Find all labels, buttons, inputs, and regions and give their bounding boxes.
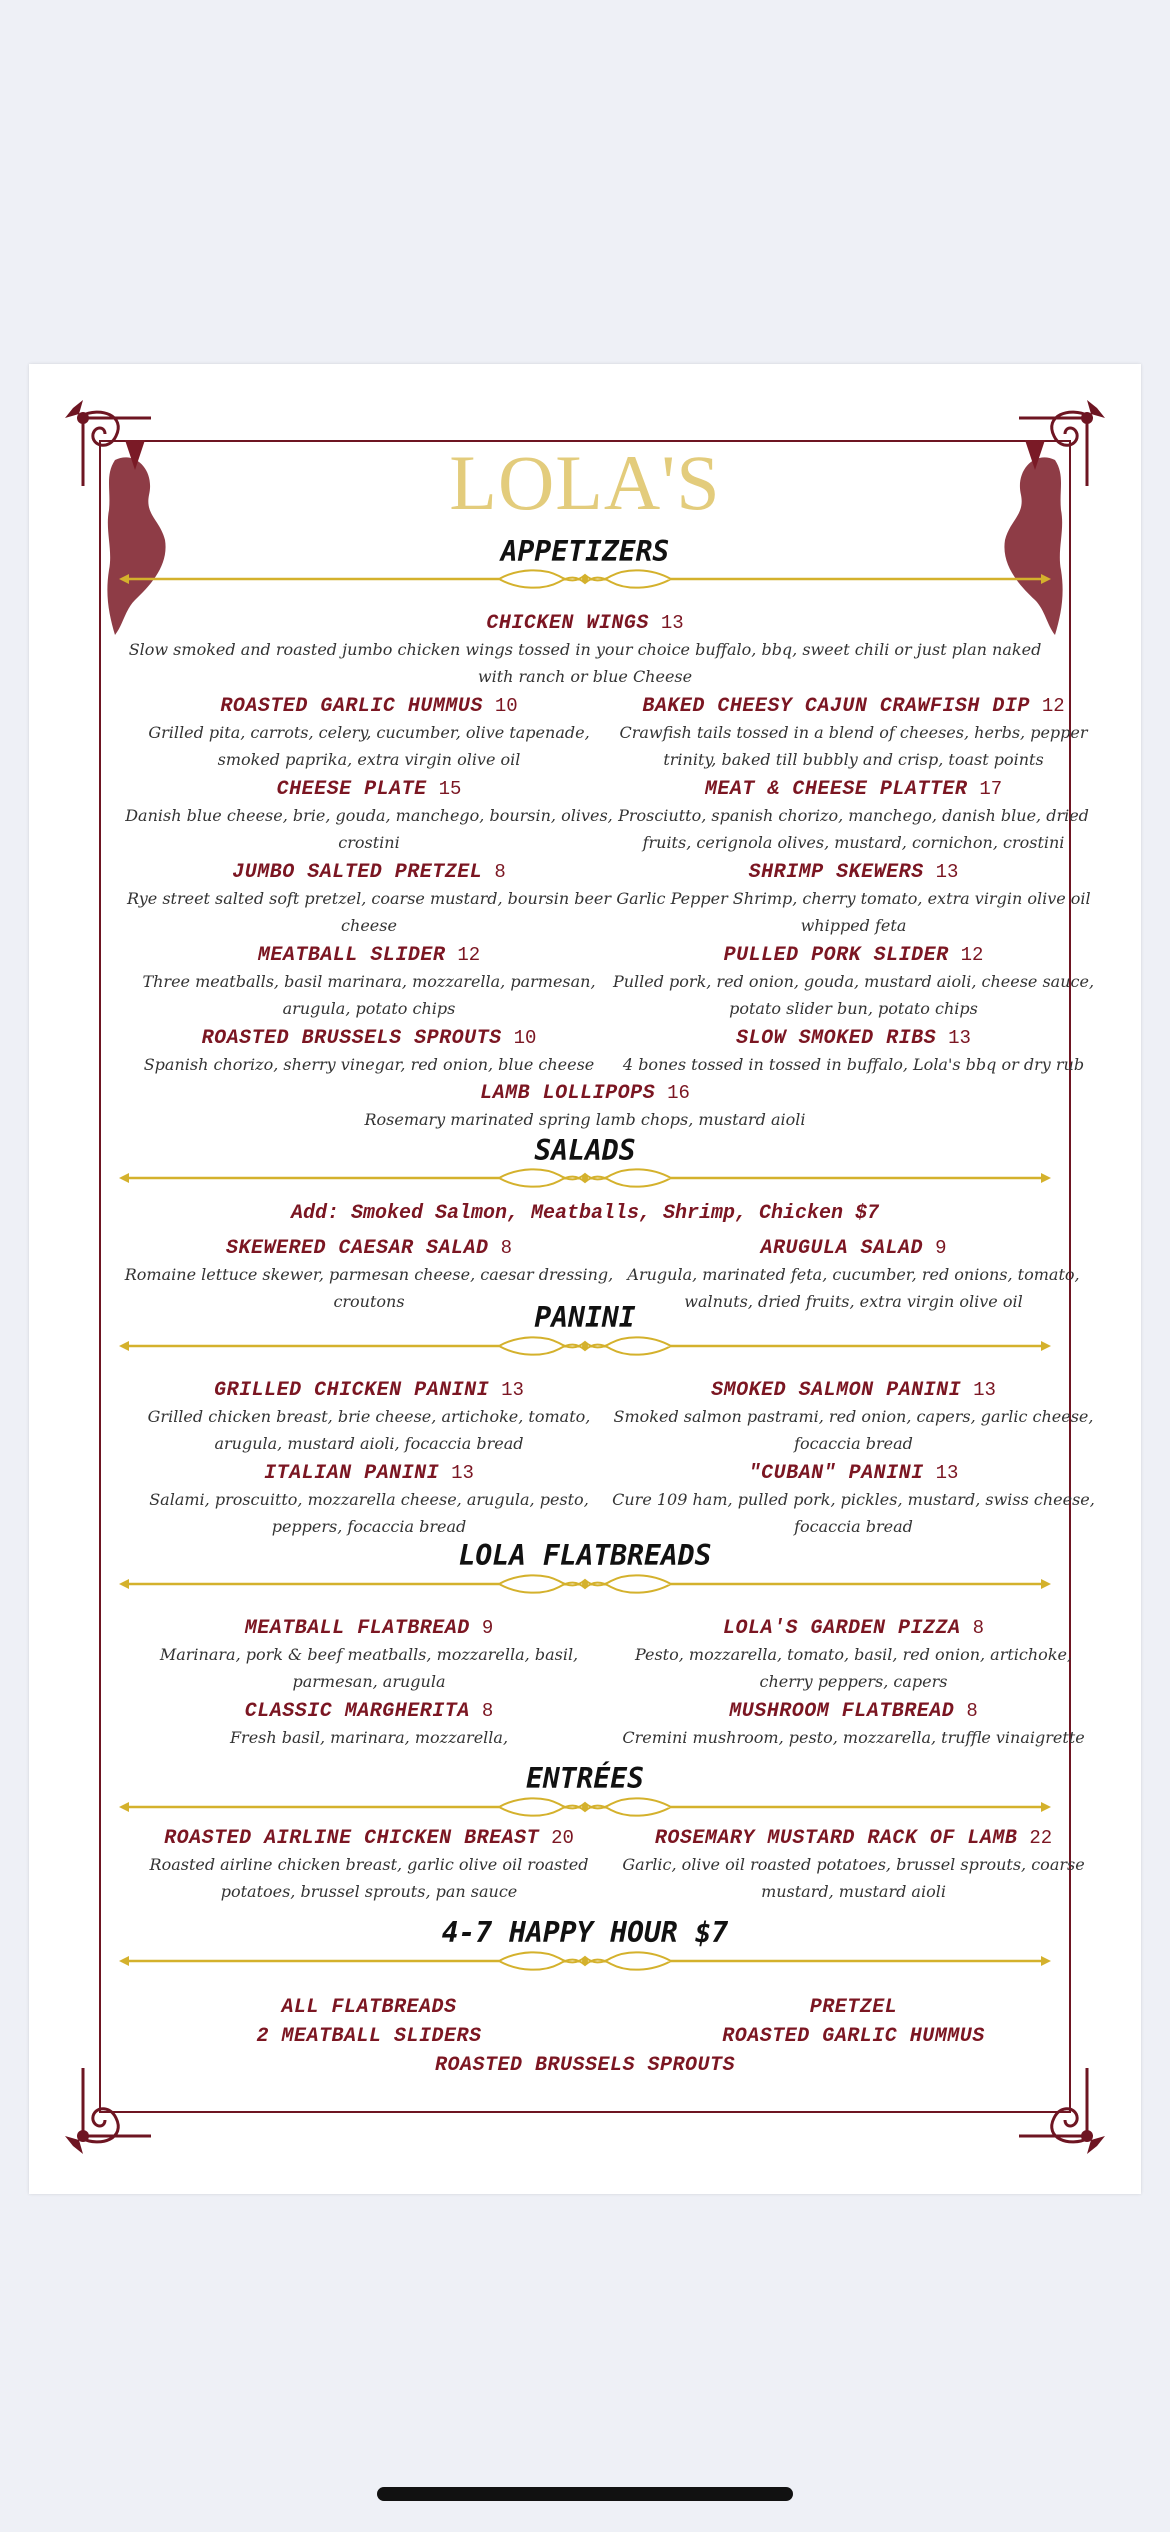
- menu-item-chicken-wings: [109, 612, 1061, 690]
- item-name: LAMB LOLLIPOPS: [480, 1082, 656, 1105]
- item-description: Garlic Pepper Shrimp, cherry tomato, extra virgin olive oil whipped feta: [616, 889, 1091, 935]
- item-price: 10: [513, 1027, 537, 1049]
- item-name: SKEWERED CAESAR SALAD: [226, 1237, 489, 1260]
- item-price: 17: [979, 778, 1003, 800]
- item-name: CHICKEN WINGS: [486, 612, 649, 635]
- item-description: Pulled pork, red onion, gouda, mustard aioli, cheese sauce, potato slider bun, potato chips: [612, 972, 1095, 1018]
- item-price: 20: [551, 1827, 574, 1849]
- item-name: CLASSIC MARGHERITA: [244, 1700, 470, 1723]
- item-description: Crawfish tails tossed in a blend of cheeses, herbs, pepper trinity, baked till bubbly and crisp, toast points: [619, 723, 1088, 769]
- happy-hour-item-pretzel: PRETZEL: [809, 1996, 898, 2019]
- item-price: 8: [972, 1617, 984, 1639]
- menu-item-cuban-panini: [611, 1462, 1096, 1540]
- item-name: MEATBALL FLATBREAD: [244, 1617, 470, 1640]
- menu-item-ribs: [611, 1027, 1096, 1078]
- item-description: Romaine lettuce skewer, parmesan cheese, caesar dressing, croutons: [124, 1265, 614, 1311]
- item-description: Smoked salmon pastrami, red onion, capers, garlic cheese, focaccia bread: [613, 1407, 1094, 1453]
- item-name: ROASTED AIRLINE CHICKEN BREAST: [164, 1827, 540, 1850]
- brand-logo: LOLA'S: [449, 439, 721, 526]
- item-price: 8: [966, 1700, 978, 1722]
- item-name: ROASTED GARLIC HUMMUS: [220, 695, 483, 718]
- item-price: 13: [935, 1462, 959, 1484]
- menu-item-pretzel: [124, 861, 614, 939]
- section-title-flatbreads: LOLA FLATBREADS: [458, 1539, 712, 1572]
- item-description: Cremini mushroom, pesto, mozzarella, truffle vinaigrette: [622, 1728, 1085, 1747]
- item-name: ROASTED BRUSSELS SPROUTS: [201, 1027, 502, 1050]
- item-price: 12: [1041, 695, 1065, 717]
- menu-item-rack-of-lamb: [611, 1827, 1096, 1905]
- item-name: PULLED PORK SLIDER: [723, 944, 949, 967]
- item-name: ROSEMARY MUSTARD RACK OF LAMB: [654, 1827, 1018, 1850]
- item-description: Grilled pita, carrots, celery, cucumber, olive tapenade, smoked paprika, extra virgin olive oil: [148, 723, 590, 769]
- item-name: LOLA'S GARDEN PIZZA: [723, 1617, 961, 1640]
- item-description: Spanish chorizo, sherry vinegar, red onion, blue cheese: [143, 1055, 595, 1074]
- menu-item-meatball-flatbread: [124, 1617, 614, 1695]
- menu-item-italian-panini: [124, 1462, 614, 1540]
- divider-ornament-icon: [119, 566, 1051, 592]
- item-name: MEATBALL SLIDER: [257, 944, 446, 967]
- section-title-happy-hour: 4-7 HAPPY HOUR $7: [441, 1916, 729, 1949]
- menu-item-mushroom-flatbread: [611, 1700, 1096, 1751]
- salads-add-ons: Add: Smoked Salmon, Meatballs, Shrimp, Chicken $7: [290, 1202, 880, 1225]
- item-description: Pesto, mozzarella, tomato, basil, red onion, artichoke, cherry peppers, capers: [634, 1645, 1073, 1691]
- item-name: SHRIMP SKEWERS: [748, 861, 924, 884]
- item-price: 12: [960, 944, 984, 966]
- item-name: SMOKED SALMON PANINI: [711, 1379, 962, 1402]
- item-description: Roasted airline chicken breast, garlic olive oil roasted potatoes, brussel sprouts, pan sauce: [149, 1855, 589, 1901]
- item-name: MUSHROOM FLATBREAD: [729, 1700, 955, 1723]
- item-description: Three meatballs, basil marinara, mozzarella, parmesan, arugula, potato chips: [142, 972, 596, 1018]
- menu-item-pulled-pork-slider: [611, 944, 1096, 1022]
- item-name: ITALIAN PANINI: [264, 1462, 440, 1485]
- item-description: Salami, proscuitto, mozzarella cheese, arugula, pesto, peppers, focaccia bread: [149, 1490, 589, 1536]
- happy-hour-item-sprouts: ROASTED BRUSSELS SPROUTS: [434, 2054, 736, 2077]
- item-price: 13: [660, 612, 684, 634]
- item-price: 22: [1029, 1827, 1053, 1849]
- section-title-salads: SALADS: [534, 1134, 636, 1167]
- item-name: BAKED CHEESY CAJUN CRAWFISH DIP: [642, 695, 1030, 718]
- menu-item-chicken-panini: [124, 1379, 614, 1457]
- menu-item-margherita: [124, 1700, 614, 1751]
- item-price: 8: [481, 1700, 494, 1722]
- section-title-entrees: ENTRÉES: [525, 1762, 644, 1795]
- menu-item-shrimp-skewers: [611, 861, 1096, 939]
- item-price: 13: [973, 1379, 996, 1401]
- item-price: 8: [500, 1237, 512, 1259]
- item-price: 13: [935, 861, 959, 883]
- item-name: JUMBO SALTED PRETZEL: [232, 861, 483, 884]
- item-price: 13: [451, 1462, 474, 1484]
- menu-item-salmon-panini: [611, 1379, 1096, 1457]
- divider-ornament-icon: [119, 1333, 1051, 1359]
- menu-item-garden-pizza: [611, 1617, 1096, 1695]
- section-title-panini: PANINI: [534, 1301, 636, 1334]
- happy-hour-item-sliders: 2 MEATBALL SLIDERS: [256, 2025, 482, 2048]
- item-description: Cure 109 ham, pulled pork, pickles, mustard, swiss cheese, focaccia bread: [612, 1490, 1095, 1536]
- item-name: CHEESE PLATE: [276, 778, 427, 801]
- item-description: Rosemary marinated spring lamb chops, mustard aioli: [364, 1110, 806, 1129]
- item-price: 16: [667, 1082, 690, 1104]
- divider-ornament-icon: [119, 1948, 1051, 1974]
- menu-page: [29, 364, 1141, 2194]
- item-description: Grilled chicken breast, brie cheese, artichoke, tomato, arugula, mustard aioli, focaccia bread: [147, 1407, 591, 1453]
- menu-item-brussels-sprouts: [124, 1027, 614, 1078]
- item-description: Prosciutto, spanish chorizo, manchego, danish blue, dried fruits, cerignola olives, mustard, cornichon, crostini: [618, 806, 1089, 852]
- menu-item-lamb-lollipops: [109, 1082, 1061, 1133]
- menu-item-airline-chicken: [124, 1827, 614, 1905]
- item-name: SLOW SMOKED RIBS: [736, 1027, 937, 1050]
- item-name: "CUBAN" PANINI: [748, 1462, 924, 1485]
- item-description: Marinara, pork & beef meatballs, mozzarella, basil, parmesan, arugula: [159, 1645, 579, 1691]
- menu-item-hummus: [124, 695, 614, 773]
- item-name: GRILLED CHICKEN PANINI: [214, 1379, 490, 1402]
- item-description: Slow smoked and roasted jumbo chicken wings tossed in your choice buffalo, bbq, sweet chili or just plan naked with ranch or blue Cheese: [128, 640, 1042, 686]
- menu-item-crawfish-dip: [611, 695, 1096, 773]
- item-price: 10: [494, 695, 518, 717]
- section-title-appetizers: APPETIZERS: [500, 535, 670, 568]
- item-price: 13: [501, 1379, 524, 1401]
- menu-item-meatball-slider: [124, 944, 614, 1022]
- divider-ornament-icon: [119, 1571, 1051, 1597]
- item-description: Garlic, olive oil roasted potatoes, brussel sprouts, coarse mustard, mustard aioli: [622, 1855, 1085, 1901]
- happy-hour-item-hummus: ROASTED GARLIC HUMMUS: [722, 2025, 985, 2048]
- item-name: ARUGULA SALAD: [760, 1237, 924, 1260]
- item-price: 13: [948, 1027, 971, 1049]
- item-description: Fresh basil, marinara, mozzarella,: [229, 1728, 509, 1747]
- divider-ornament-icon: [119, 1165, 1051, 1191]
- item-description: Danish blue cheese, brie, gouda, manchego, boursin, olives, crostini: [125, 806, 613, 852]
- home-indicator[interactable]: [377, 2487, 793, 2501]
- item-description: Arugula, marinated feta, cucumber, red onions, tomato, walnuts, dried fruits, extra virgin olive oil: [627, 1265, 1080, 1311]
- happy-hour-item-flatbreads: ALL FLATBREADS: [281, 1996, 457, 2019]
- divider-ornament-icon: [119, 1794, 1051, 1820]
- menu-item-meat-cheese-platter: [611, 778, 1096, 856]
- item-price: 12: [457, 944, 481, 966]
- item-description: 4 bones tossed in tossed in buffalo, Lola's bbq or dry rub: [622, 1055, 1085, 1074]
- item-name: MEAT & CHEESE PLATTER: [704, 778, 968, 801]
- item-price: 9: [481, 1617, 494, 1639]
- item-price: 8: [494, 861, 506, 883]
- item-price: 9: [935, 1237, 947, 1259]
- item-price: 15: [438, 778, 462, 800]
- menu-item-cheese-plate: [124, 778, 614, 856]
- item-description: Rye street salted soft pretzel, coarse mustard, boursin beer cheese: [126, 889, 612, 935]
